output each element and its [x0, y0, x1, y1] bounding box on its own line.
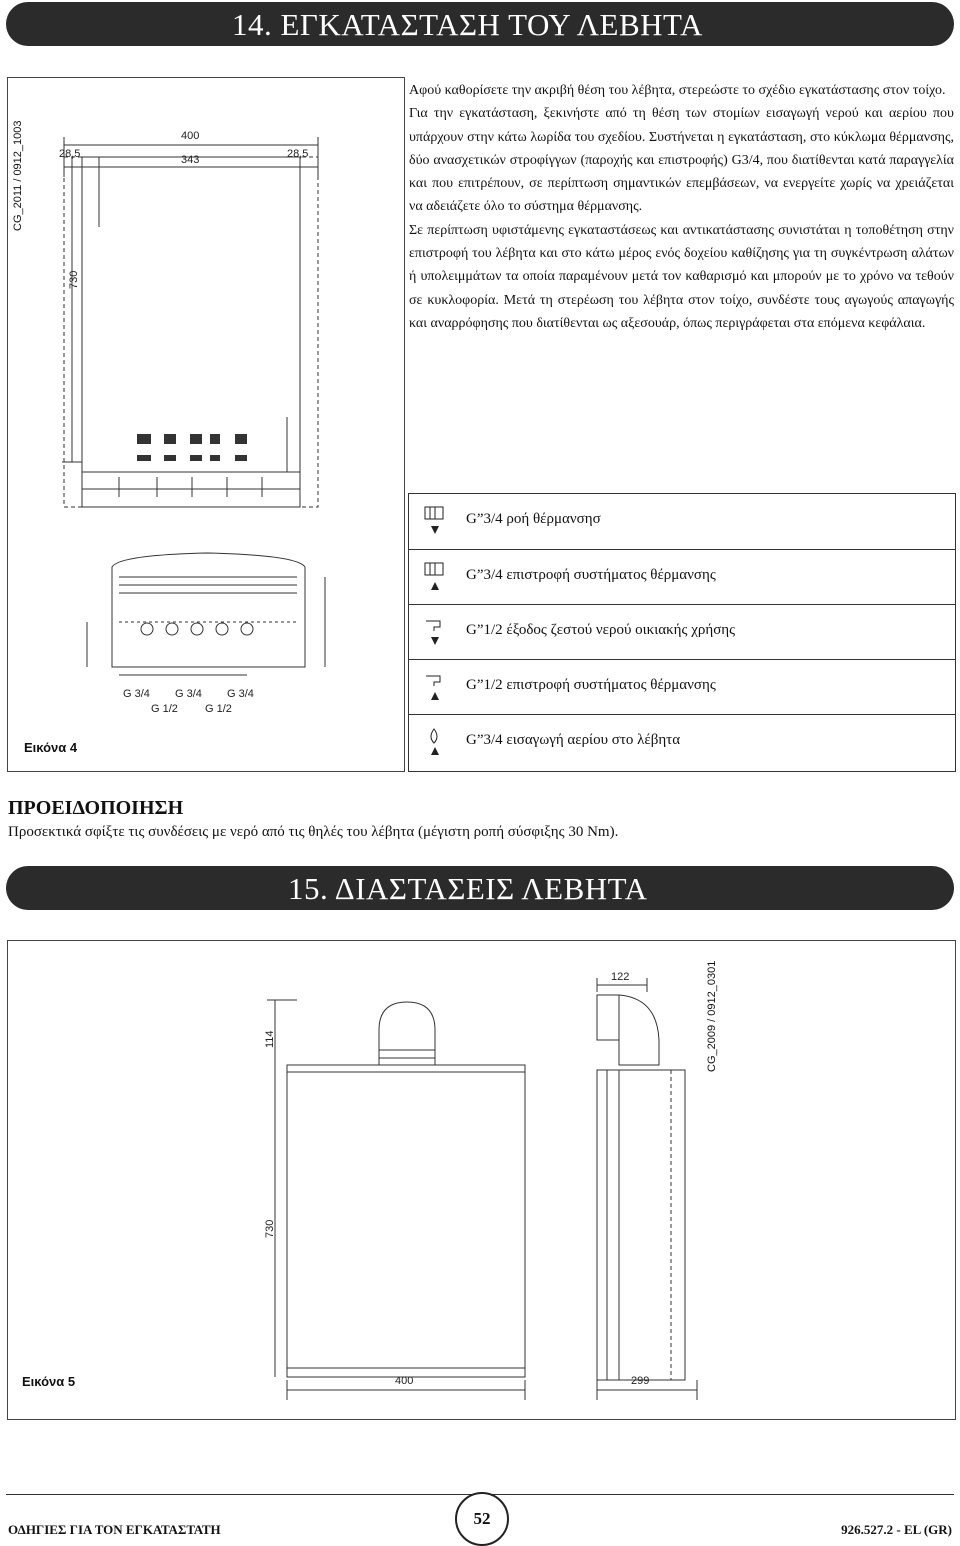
radiator-return-icon	[422, 560, 448, 596]
dim-inner-width: 343	[181, 154, 200, 166]
drawing-2-code: CG_2009 / 0912_0301	[706, 960, 718, 1072]
figure-5-caption: Εικόνα 5	[22, 1374, 76, 1389]
legend-row-5	[409, 714, 955, 770]
intro-text	[409, 79, 954, 335]
legend-row-3	[409, 604, 955, 660]
dim-right-margin: 28,5	[287, 148, 309, 160]
warning-title: ΠΡΟΕΙΔΟΠΟΙΗΣΗ	[8, 797, 184, 819]
radiator-flow-icon	[422, 504, 448, 540]
legend-label-1: G”3/4 ροή θέρμανσησ	[466, 511, 601, 527]
boiler-dimensions-drawing	[7, 940, 954, 1418]
page-number-badge	[455, 1492, 509, 1546]
legend-label-2: G”3/4 επιστροφή συστήματος θέρμανσης	[466, 567, 716, 583]
dim-height: 730	[68, 270, 80, 289]
dim-left-margin: 28,5	[59, 148, 81, 160]
tap-return-icon	[422, 670, 448, 706]
footer-left-text: ΟΔΗΓΙΕΣ ΓΙΑ ΤΟΝ ΕΓΚΑΤΑΣΤΑΤΗ	[8, 1522, 221, 1537]
warning-text: Προσεκτικά σφίξτε τις συνδέσεις με νερό από τις θηλές του λέβητα (μέγιστη ροπή σύσφιξης 30 Nm).	[8, 824, 619, 840]
dim-flue-height: 114	[264, 1030, 276, 1048]
drawing-1-code: CG_2011 / 0912_1003	[12, 120, 24, 231]
section-14-title: 14. ΕΓΚΑΤΑΣΤΑΣΗ ΤΟΥ ΛΕΒΗΤΑ	[232, 7, 703, 42]
legend-row-2	[409, 549, 955, 605]
installation-template-drawing	[7, 77, 403, 770]
intro-paragraph-2: Για την εγκατάσταση, ξεκινήστε από τη θέση των στομίων εισαγωγή νερού και αερίου που υπάρχουν στην κάτω λωρίδα του σχεδίου. Συστήνεται η εγκατάσταση, στο κύκλωμα θέρμανσης, δύο ανασχετικών στροφίγγων (παροχής και επιστροφής) G3/4, που διατίθενται κατά παραγγελία και που επιτρέπουν, σε περίπτωση σημαντικών επεμβάσεων, να ενεργείτε χωρίς να χρειάζεται να αδειάζετε όλο το σύστημα θέρμανσης.	[409, 106, 954, 215]
dim-boiler-height: 730	[264, 1219, 276, 1238]
section-14-banner	[6, 2, 954, 46]
conn-label-4: G 1/2	[151, 703, 178, 715]
legend-label-4: G”1/2 επιστροφή συστήματος θέρμανσης	[466, 677, 716, 693]
conn-label-2: G 3/4	[175, 688, 202, 700]
tap-outlet-icon	[422, 615, 448, 651]
page-number: 52	[473, 1509, 491, 1528]
legend-row-1	[409, 494, 955, 549]
legend-label-3: G”1/2 έξοδος ζεστού νερού οικιακής χρήσης	[466, 622, 736, 638]
gas-flame-icon	[422, 725, 448, 761]
section-15-banner	[6, 866, 954, 910]
intro-paragraph-1: Αφού καθορίσετε την ακριβή θέση του λέβητα, στερεώστε το σχέδιο εγκατάστασης στον τοίχο.	[409, 83, 946, 98]
conn-label-1: G 3/4	[123, 688, 150, 700]
legend-row-4	[409, 659, 955, 715]
dim-boiler-depth: 299	[631, 1375, 650, 1387]
connections-legend	[408, 493, 956, 772]
footer-right-text: 926.527.2 - EL (GR)	[841, 1522, 952, 1537]
intro-paragraph-3: Σε περίπτωση υφιστάμενης εγκαταστάσεως και αντικατάστασης συνιστάται η τοποθέτηση στην επιστροφή του λέβητα και στο κάτω μέρος ενός δοχείου καθίζησης για τη συγκέντρωση αλάτων ή υπολειμμάτων τα οποία παραμένουν μετά τον καθαρισμό και μπορούν με το χρόνο να τεθούν σε κυκλοφορία. Μετά τη στερέωση του λέβητα στον τοίχο, συνδέστε τους αγωγούς απαγωγής και αναρρόφησης που διατίθενται ως αξεσουάρ, όπως περιγράφεται στα επόμενα κεφάλαια.	[409, 222, 954, 331]
legend-label-5: G”3/4 εισαγωγή αερίου στο λέβητα	[466, 732, 681, 748]
conn-label-5: G 1/2	[205, 703, 232, 715]
dim-boiler-width: 400	[395, 1375, 414, 1387]
figure-4-caption: Εικόνα 4	[24, 740, 78, 755]
conn-label-3: G 3/4	[227, 688, 254, 700]
section-15-title: 15. ΔΙΑΣΤΑΣΕΙΣ ΛΕΒΗΤΑ	[288, 871, 648, 906]
dim-flue-offset: 122	[611, 971, 630, 983]
dim-total-width: 400	[181, 130, 200, 142]
